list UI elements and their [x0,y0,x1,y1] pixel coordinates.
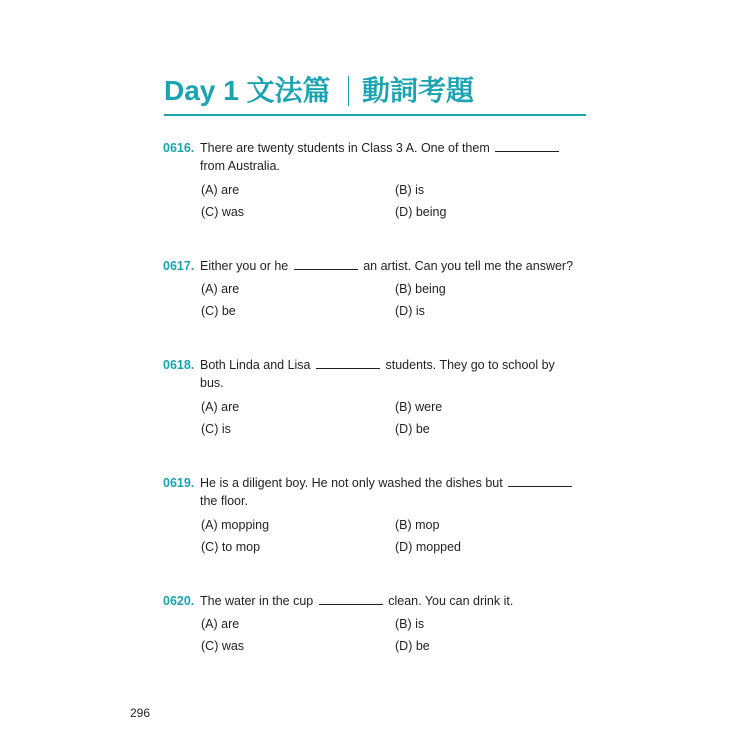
option-a[interactable]: (A) are [201,400,240,414]
question-text-line2: bus. [200,376,224,390]
question-number: 0619. [163,476,195,490]
answer-blank [319,594,383,605]
option-b[interactable]: (B) is [395,183,425,197]
question-text-before: Both Linda and Lisa [200,358,311,372]
option-d[interactable]: (D) being [395,205,447,219]
option-b[interactable]: (B) mop [395,518,440,532]
option-c[interactable]: (C) to mop [201,540,261,554]
question-text [200,257,590,275]
option-c[interactable]: (C) was [201,639,245,653]
option-d[interactable]: (D) be [395,422,430,436]
question-text [200,356,590,392]
option-a[interactable]: (A) mopping [201,518,270,532]
question-text [200,592,590,610]
answer-blank [316,358,380,369]
option-c[interactable]: (C) is [201,422,231,436]
question-text-before: Either you or he [200,259,289,273]
answer-blank [495,141,559,152]
option-c[interactable]: (C) be [201,304,236,318]
question-number: 0620. [163,594,195,608]
option-b[interactable]: (B) being [395,282,446,296]
question-text-before: The water in the cup [200,594,314,608]
option-d[interactable]: (D) mopped [395,540,461,554]
page-number: 296 [130,706,151,720]
question-text-after: clean. You can drink it. [388,594,514,608]
question-number: 0617. [163,259,195,273]
question-text [200,139,590,175]
question-text-after: an artist. Can you tell me the answer? [363,259,574,273]
header-title: Day 1 文法篇 [164,75,331,106]
option-a[interactable]: (A) are [201,617,240,631]
option-a[interactable]: (A) are [201,183,240,197]
question-number: 0616. [163,141,195,155]
answer-blank [508,476,572,487]
question-text-before: There are twenty students in Class 3 A. One of them [200,141,490,155]
option-c[interactable]: (C) was [201,205,245,219]
answer-blank [294,259,358,270]
question-text-line2: the floor. [200,494,248,508]
question-text-after: students. They go to school by [385,358,555,372]
header-subtitle: 動詞考題 [362,75,475,106]
question-text [200,474,590,510]
option-a[interactable]: (A) are [201,282,240,296]
page-header [164,70,586,116]
option-b[interactable]: (B) were [395,400,443,414]
option-b[interactable]: (B) is [395,617,425,631]
question-number: 0618. [163,358,195,372]
option-d[interactable]: (D) is [395,304,425,318]
question-text-before: He is a diligent boy. He not only washed the dishes but [200,476,503,490]
question-text-line2: from Australia. [200,159,280,173]
option-d[interactable]: (D) be [395,639,430,653]
header-separator [348,76,349,106]
